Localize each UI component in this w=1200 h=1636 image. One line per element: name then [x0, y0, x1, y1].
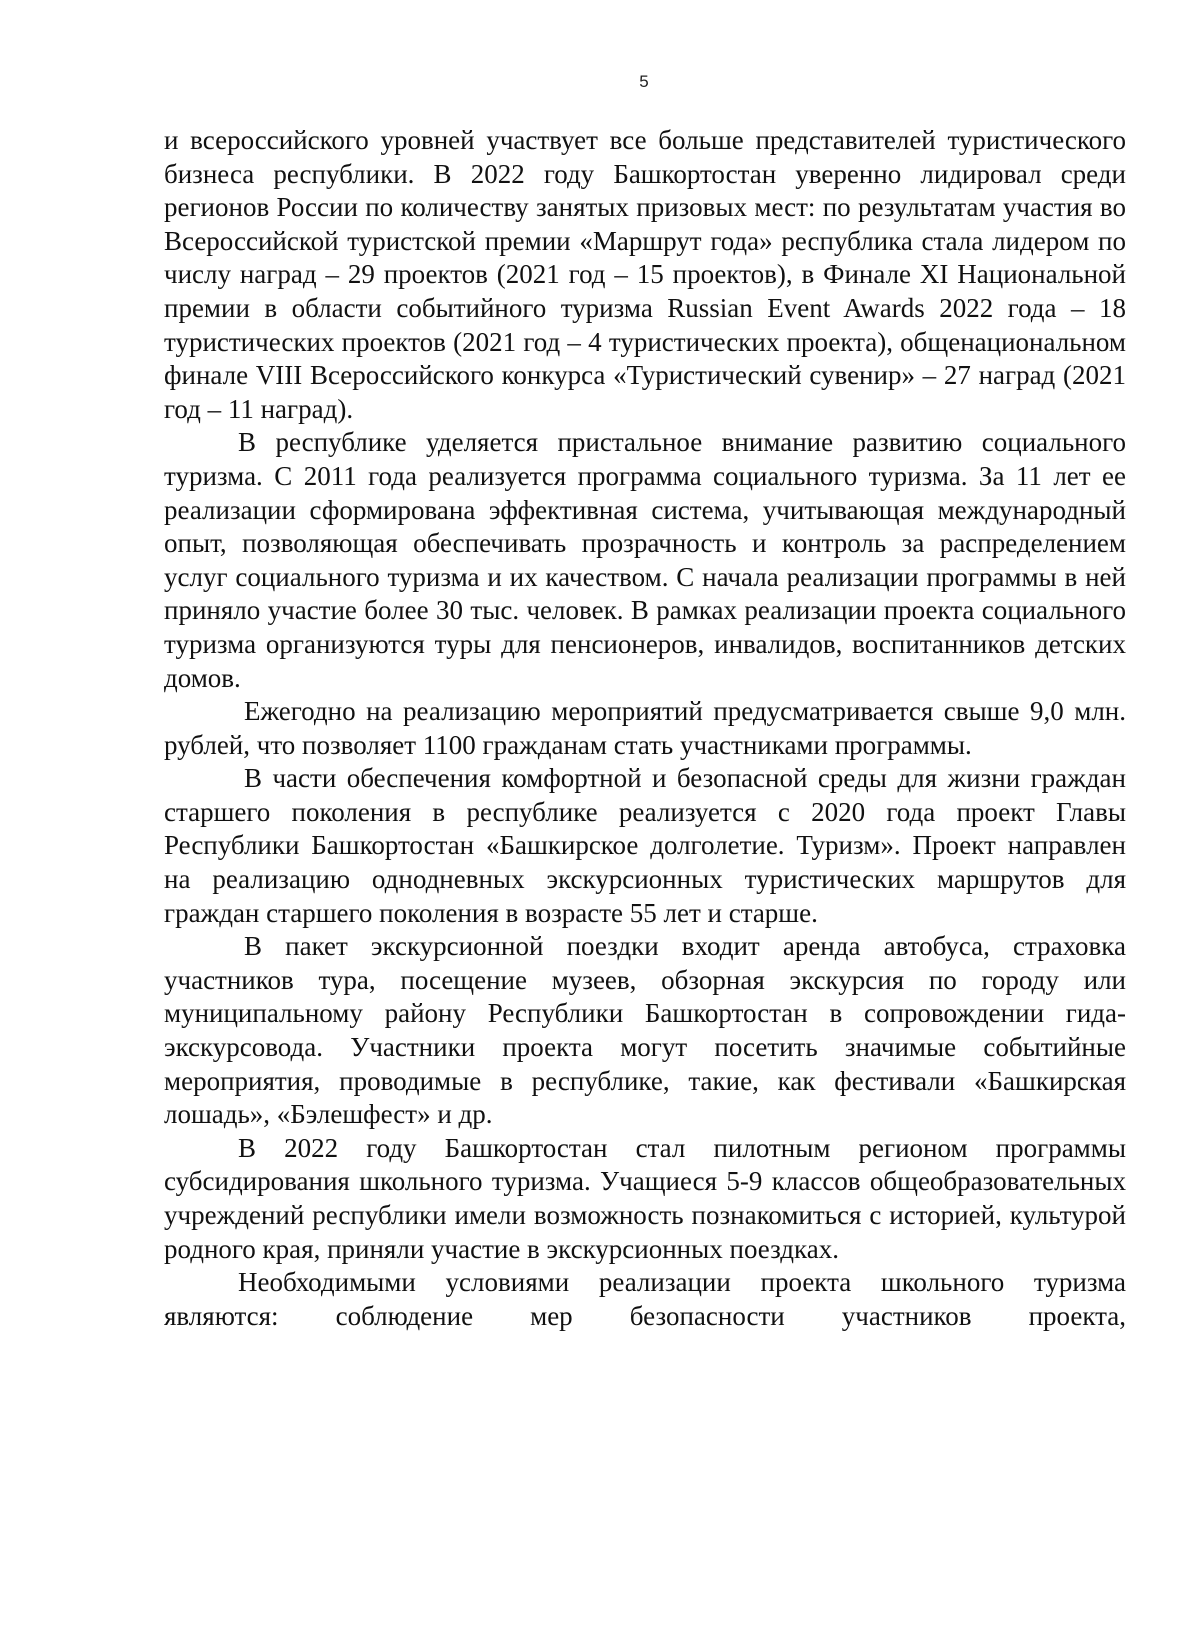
- paragraph-school-tourism: В 2022 году Башкортостан стал пилотным регионом программы субсидирования школьного туризма. Учащиеся 5-9 классов общеобразовательных учреждений республики имели возможность познакомиться с историей, культурой родного края, приняли участие в экскурсионных поездках.: [164, 1132, 1126, 1264]
- paragraph-school-conditions: Необходимыми условиями реализации проекта школьного туризма являются: соблюдение мер безопасности участников проекта,: [164, 1267, 1126, 1331]
- paragraph-excursion-package: В пакет экскурсионной поездки входит аренда автобуса, страховка участников тура, посещение музеев, обзорная экскурсия по городу или муниципальному району Республики Башкортостан в сопровождении гида-экскурсовода. Участники проекта могут посетить значимые событийные мероприятия, проводимые в республике, такие, как фестивали «Башкирская лошадь», «Бэлешфест» и др.: [164, 931, 1126, 1130]
- paragraph-longevity-project: В части обеспечения комфортной и безопасной среды для жизни граждан старшего поколения в республике реализуется с 2020 года проект Главы Республики Башкортостан «Башкирское долголетие. Туризм». Проект направлен на реализацию однодневных экскурсионных туристических маршрутов для граждан старшего поколения в возрасте 55 лет и старше.: [164, 763, 1126, 928]
- paragraph-awards: и всероссийского уровней участвует все больше представителей туристического бизнеса республики. В 2022 году Башкортостан уверенно лидировал среди регионов России по количеству занятых призовых мест: по результатам участия во Всероссийской туристской премии «Маршрут года» республика стала лидером по числу наград – 29 проектов (2021 год – 15 проектов), в Финале XI Национальной премии в области событийного туризма Russian Event Awards 2022 года – 18 туристических проектов (2021 год – 4 туристических проекта), общенациональном финале VIII Всероссийского конкурса «Туристический сувенир» – 27 наград (2021 год – 11 наград).: [164, 125, 1126, 424]
- paragraph-annual-funding: Ежегодно на реализацию мероприятий предусматривается свыше 9,0 млн. рублей, что позволяет 1100 гражданам стать участниками программы.: [164, 696, 1126, 760]
- document-body: [164, 124, 1126, 1333]
- paragraph-social-tourism: В республике уделяется пристальное внимание развитию социального туризма. С 2011 года реализуется программа социального туризма. За 11 лет ее реализации сформирована эффективная система, учитывающая международный опыт, позволяющая обеспечивать прозрачность и контроль за распределением услуг социального туризма и их качеством. С начала реализации программы в ней приняло участие более 30 тыс. человек. В рамках реализации проекта социального туризма организуются туры для пенсионеров, инвалидов, воспитанников детских домов.: [164, 427, 1126, 693]
- page-number: 5: [639, 72, 649, 91]
